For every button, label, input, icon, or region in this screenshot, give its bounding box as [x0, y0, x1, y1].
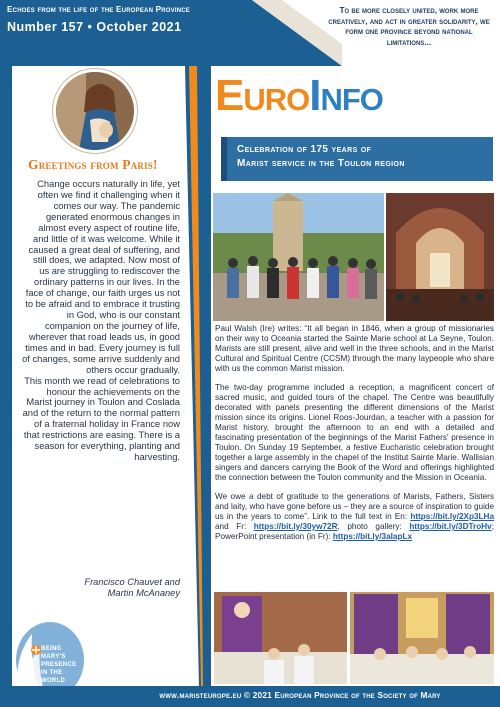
signature-line: Francisco Chauvet and: [84, 577, 180, 587]
issue-number: Number 157 • October 2021: [7, 20, 182, 34]
editorial-letter: [22, 179, 180, 463]
article-paragraph: The two-day programme included a reception, a magnificent concert of sacred music, and guided tours of the chapel. The Centre was beautifully decorated with panels presenting the different dimensions of the Marist mission since its origins. Lionel Roos-Jourdan, a teacher with a passion for Marist history, brought the afternoon to an end with a detailed and fascinating presentation of the beginnings of the Marist Fathers' presence in Toulon. On Sunday 19 September, a festive Eucharistic celebration brought together a large assembly in the chapel of the Institut Sainte Marie. Wallisian singers and dancers carrying the Book of the Word and offerings highlighted the connection between the Toulon community and the Mission in Oceania.: [215, 383, 494, 482]
header-band: [0, 0, 212, 66]
logo-text-line: MARY'S: [41, 654, 66, 661]
tagline: To be more closely united, work more creatively, and act in greater solidarity, we form one province beyond national limitations...: [328, 6, 490, 47]
chapel-interior-photo: [386, 193, 494, 321]
link-separator: and Fr:: [215, 522, 254, 531]
masthead-euro: Euro: [215, 71, 310, 120]
logo-text-line: PRESENCE: [41, 662, 77, 669]
header-diagonal-decoration: [212, 0, 342, 66]
sidebar-stripe-decoration: [185, 66, 211, 686]
article-body: [215, 324, 494, 551]
article-paragraph-links: [215, 492, 494, 542]
sidebar-heading: Greetings from Paris!: [28, 157, 158, 172]
signature-line: Martin McAnaney: [107, 587, 180, 598]
link-photo-gallery[interactable]: https://bit.ly/3DTroHv: [409, 522, 492, 531]
header: [0, 0, 500, 66]
masthead-info: Info: [309, 71, 383, 120]
link-full-text-en[interactable]: https://bit.ly/2Xp3LHa: [410, 512, 495, 521]
article-title-line: Marist service in the Toulon region: [237, 157, 405, 169]
link-separator: ; photo gallery:: [337, 522, 410, 531]
article-paragraph-text: We owe a debt of gratitude to the generations of Marists, Fathers, Sisters and laity, who have gone before us – they are a source of inspiration to guide us in the years to come”. Link to the full text in En:: [215, 492, 494, 521]
header-subtitle: Echoes from the life of the European Province: [7, 5, 190, 14]
logo-text-line: IN THE: [41, 670, 63, 677]
link-separator: ; PowerPoint presentation (in Fr):: [215, 522, 494, 541]
footer-text: www.maristeurope.eu © 2021 European Province of the Society of Mary: [159, 690, 441, 700]
letter-signature: [22, 577, 180, 599]
letter-paragraph: This month we read of celebrations to honour the achievements on the Marist journey in Toulon and Coslada and of the return to the normal pattern of a fraternal holiday in France now that restrictions are easing. There is a season for everything, planting and harvesting.: [22, 375, 180, 463]
article-paragraph: Paul Walsh (Ire) writes: “It all began in 1846, when a group of missionaries on their way to Oceania started the Sainte Marie school at La Seyne, Toulon. Marists are still present, alive and well in the three schools, and in the Marist Cultural and Spiritual Centre (CCSM) through the many laypeople who share with us the common Marist mission.: [215, 324, 494, 373]
letter-paragraph: Change occurs naturally in life, yet often we find it challenging when it comes our way. The pandemic generated enormous changes in almost every aspect of routine life, and little of it was welcome. While it caused a great deal of suffering, and still does, we adapted. Now most of us are struggling to rediscover the ordinary patterns in our lives. In the face of change, our faith urges us not to be afraid and to embrace it trusting in God, who is our constant companion on the journey of life, wherever that road leads us, in good times and in bad. Every journey is full of changes, some arrive suddenly and others occur gradually.: [22, 179, 180, 375]
link-powerpoint[interactable]: https://bit.ly/3aIapLx: [332, 532, 413, 541]
logo-text-line: BEING: [41, 646, 62, 652]
sidebar-edge-bar: [0, 66, 12, 707]
mass-photo-right: [350, 592, 494, 684]
masthead-title: [215, 71, 383, 120]
link-full-text-fr[interactable]: https://bit.ly/30yw72R: [253, 522, 338, 531]
group-photo-outdoor: [213, 193, 384, 321]
madonna-statue-portrait: [53, 69, 137, 153]
article-title-line: Celebration of 175 years of: [237, 144, 372, 155]
mass-photo-left: [214, 592, 347, 684]
article-title-box: [221, 137, 493, 181]
logo-text: [41, 645, 76, 685]
logo-text-line: WORLD: [41, 678, 66, 685]
